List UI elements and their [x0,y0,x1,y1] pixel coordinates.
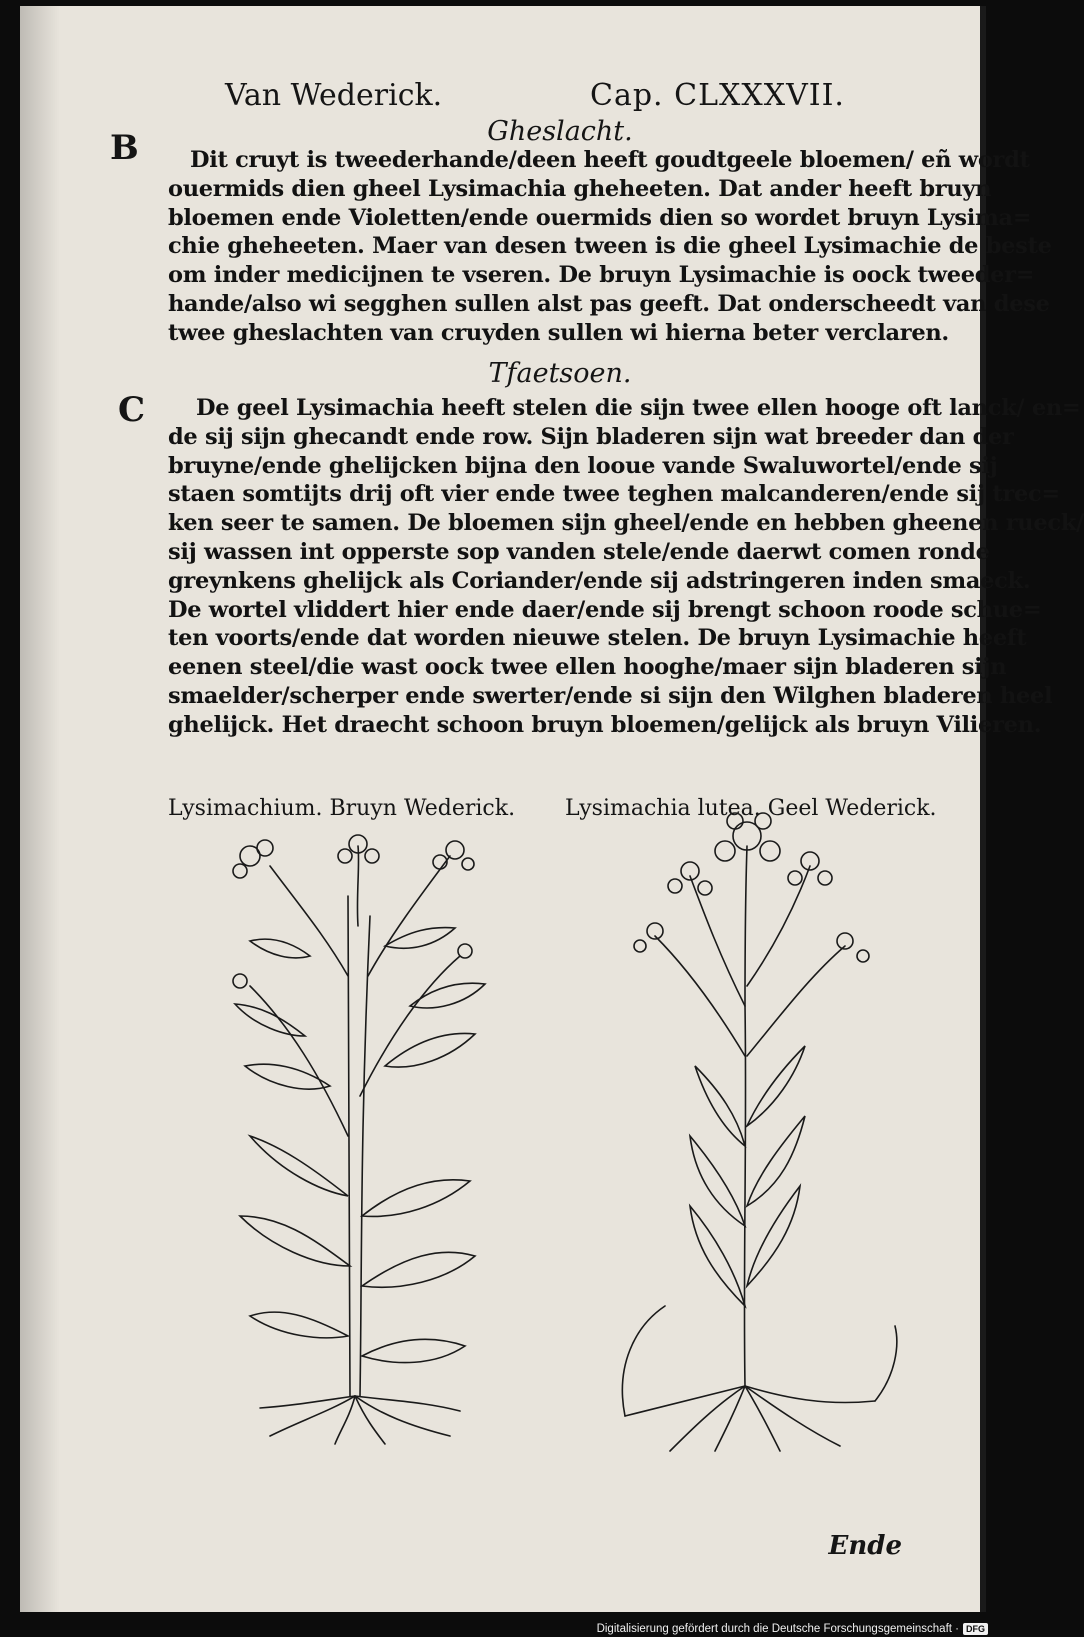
text-line: chie gheheeten. Maer van desen tween is die gheel Lysimachie de beste [168,233,1052,260]
running-head-left: Van Wederick. [225,78,443,113]
text-line: Dit cruyt is tweederhande/deen heeft goudtgeele bloemen/ eñ wordt [190,147,1030,173]
text-line: ghelijck. Het draecht schoon bruyn bloemen/gelijck als bruyn Vilieren. [168,711,1042,738]
text-line: greynkens ghelijck als Coriander/ende sij adstringeren inden smaeck. [168,567,1031,594]
text-line: ken seer te samen. De bloemen sijn gheel/ende en hebben gheenen rueck/ [168,510,1084,537]
running-head [20,78,980,118]
section-heading-gheslacht: Gheslacht. [487,116,633,147]
text-line: sij wassen int opperste sop vanden stele/ende daerwt comen ronde [168,538,990,565]
book-page [20,6,1084,1612]
section-marker-c: C [118,390,146,430]
text-line: om inder medicijnen te vseren. De bruyn Lysimachie is oock tweeder= [168,262,1035,289]
page-gutter-shadow [20,6,60,1612]
text-line: hande/also wi segghen sullen alst pas geeft. Dat onderscheedt van dese [168,290,1050,317]
text-line: eenen steel/die wast oock twee ellen hooghe/maer sijn bladeren sijn [168,654,1007,681]
text-line: De geel Lysimachia heeft stelen die sijn twee ellen hooge oft lanck/ en= [196,395,1081,421]
woodcut-lysimachium-illustration [210,836,500,1446]
running-head-right: Cap. CLXXXVII. [590,78,845,113]
text-line: bruyne/ende ghelijcken bijna den looue vande Swaluwortel/ende sij [168,452,998,479]
text-line: bloemen ende Violetten/ende ouermids dien so wordet bruyn Lysima= [168,204,1032,231]
section-marker-b: B [110,128,139,168]
text-line: ten voorts/ende dat worden nieuwe stelen. De bruyn Lysimachie heeft [168,625,1027,652]
section-heading-tfaetsoen: Tfaetsoen. [488,358,632,389]
paragraph-tfaetsoen [168,394,1084,740]
text-line: staen somtijts drij oft vier ende twee teghen malcanderen/ende sij trec= [168,481,1060,508]
woodcut-lysimachia-lutea-illustration [595,806,925,1456]
text-line: de sij sijn ghecandt ende row. Sijn bladeren sijn wat breeder dan der [168,423,1014,450]
figure-caption-bruyn-wederick: Lysimachium. Bruyn Wederick. [168,796,516,821]
footer-text: Digitalisierung gefördert durch die Deutsche Forschungsgemeinschaft · [596,1623,959,1635]
text-line: twee gheslachten van cruyden sullen wi hierna beter verclaren. [168,319,949,346]
catchword: Ende [828,1531,902,1561]
text-line: smaelder/scherper ende swerter/ende si sijn den Wilghen bladeren heel [168,682,1053,709]
digitization-footer [597,1623,988,1635]
figure-caption-geel-wederick: Lysimachia lutea. Geel Wederick. [565,796,937,821]
paragraph-gheslacht [168,146,1052,348]
text-line: De wortel vliddert hier ende daer/ende sij brengt schoon roode schue= [168,596,1042,623]
dfg-logo: DFG [963,1623,988,1635]
text-line: ouermids dien gheel Lysimachia gheheeten. Dat ander heeft bruyn [168,175,992,202]
